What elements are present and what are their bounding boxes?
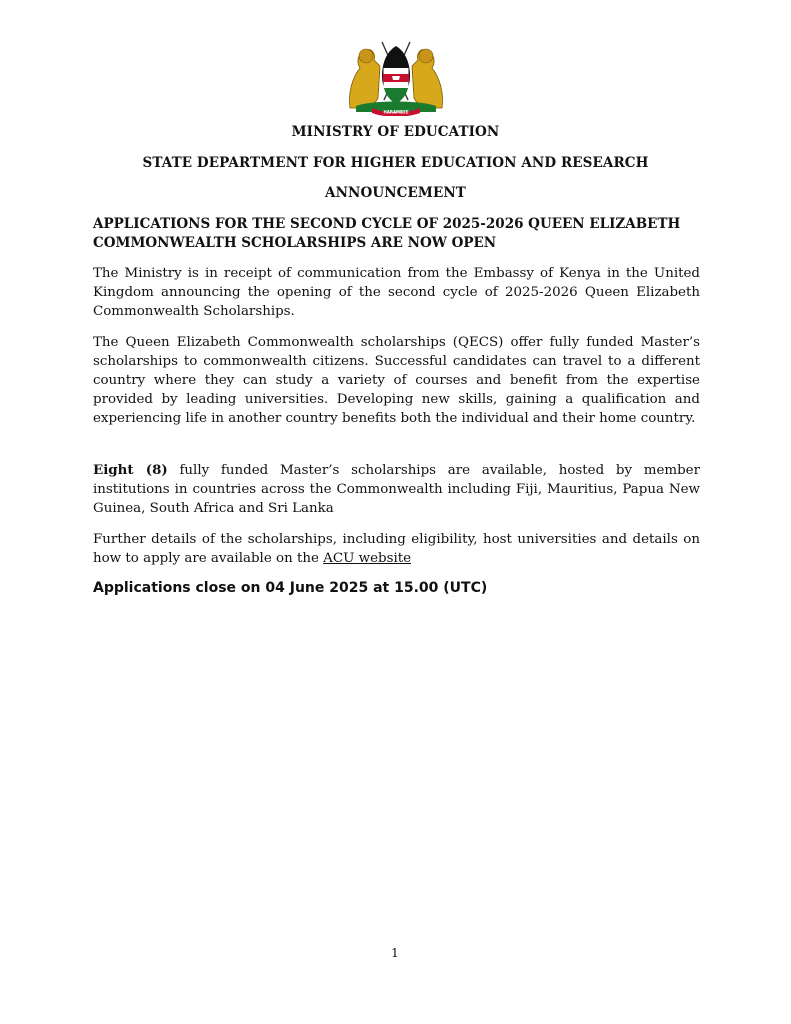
department-title: STATE DEPARTMENT FOR HIGHER EDUCATION AND RESEARCH bbox=[142, 155, 649, 171]
paragraph-eight-scholarships bbox=[93, 461, 700, 518]
acu-website-link[interactable]: ACU website bbox=[323, 551, 412, 566]
closing-deadline: Applications close on 04 June 2025 at 15.00 (UTC) bbox=[93, 580, 488, 596]
svg-text:HARAMBEE: HARAMBEE bbox=[383, 109, 409, 115]
page-number: 1 bbox=[391, 946, 399, 960]
paragraph-further-details bbox=[93, 530, 700, 568]
eight-details: fully funded Master’s scholarships are available, hosted by member institutions in countries across the Commonwealth including Fiji, Mauritius, Papua New Guinea, South Africa and Sri Lanka bbox=[93, 463, 700, 516]
announcement-heading bbox=[93, 215, 705, 253]
ministry-title: MINISTRY OF EDUCATION bbox=[291, 124, 500, 140]
further-details-text: Further details of the scholarships, including eligibility, host universities and details on how to apply are available on the bbox=[93, 532, 700, 566]
announcement-label: ANNOUNCEMENT bbox=[325, 185, 466, 201]
heading-line-2: COMMONWEALTH SCHOLARSHIPS ARE NOW OPEN bbox=[93, 235, 497, 251]
heading-line-1: APPLICATIONS FOR THE SECOND CYCLE OF 2025-2026 QUEEN ELIZABETH bbox=[93, 216, 681, 232]
eight-count: Eight (8) bbox=[93, 462, 168, 478]
paragraph-receipt: The Ministry is in receipt of communication from the Embassy of Kenya in the United Kingdom announcing the opening of the second cycle of 2025-2026 Queen Elizabeth Commonwealth Scholarships. bbox=[93, 266, 700, 319]
paragraph-qecs: The Queen Elizabeth Commonwealth scholarships (QECS) offer fully funded Master’s scholarships to commonwealth citizens. Successful candidates can travel to a different country where they can study a variety of courses and benefit from the expertise provided by leading universities. Developing new skills, gaining a qualification and experiencing life in another country benefits both the individual and their home country. bbox=[93, 335, 700, 426]
kenya-coat-of-arms-logo bbox=[342, 38, 450, 116]
